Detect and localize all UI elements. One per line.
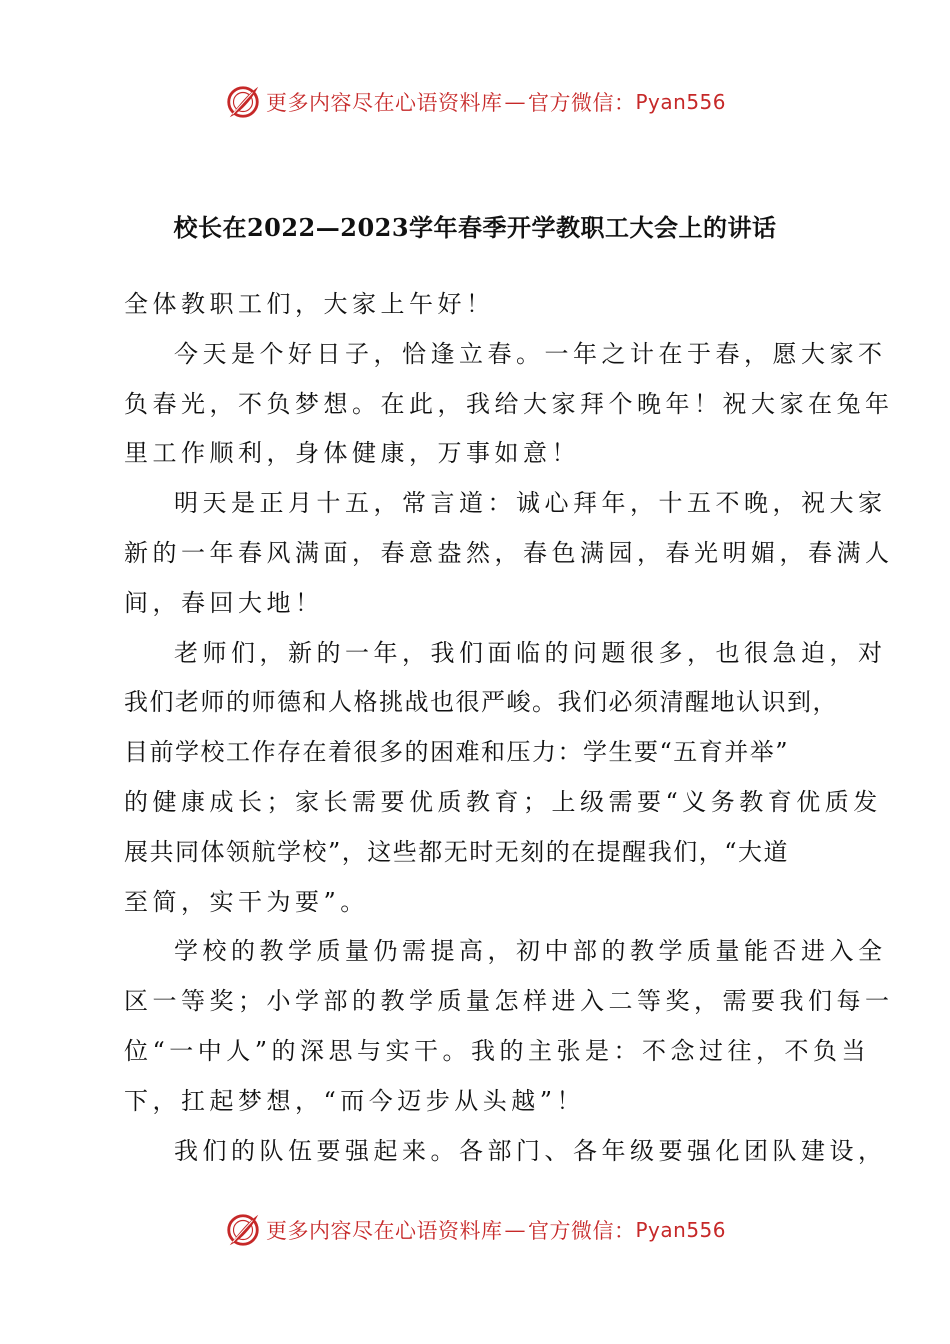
watermark-wechat-id: Pyan556 — [635, 90, 726, 114]
watermark-text: 更多内容尽在心语资料库 — [265, 1219, 503, 1243]
paragraph-line: 的健康成长；家长需要优质教育；上级需要“义务教育优质发 — [124, 787, 882, 816]
paragraph-line: 负春光，不负梦想。在此，我给大家拜个晚年！祝大家在兔年 — [124, 389, 894, 418]
paragraph-line: 间，春回大地！ — [124, 588, 324, 617]
paragraph-line: 目前学校工作存在着很多的困难和压力：学生要“五育并举” — [124, 738, 790, 767]
paragraph-line: 明天是正月十五，常言道：诚心拜年，十五不晚，祝大家 — [174, 489, 887, 518]
paragraph-line: 我们老师的师德和人格挑战也很严峻。我们必须清醒地认识到， — [124, 688, 838, 717]
document-body — [124, 280, 894, 1176]
watermark-label: 官方微信： — [527, 91, 636, 115]
watermark-wechat-id: Pyan556 — [635, 1218, 726, 1242]
watermark-separator: — — [504, 90, 526, 114]
watermark-header — [0, 82, 950, 122]
paragraph-line: 老师们，新的一年，我们面临的问题很多，也很急迫，对 — [174, 638, 887, 667]
paragraph-line: 展共同体领航学校”，这些都无时无刻的在提醒我们，“大道 — [124, 837, 790, 866]
paragraph-line: 里工作顺利，身体健康，万事如意！ — [124, 439, 580, 468]
watermark-separator: — — [504, 1218, 526, 1242]
paragraph-line: 区一等奖；小学部的教学质量怎样进入二等奖，需要我们每一 — [124, 987, 894, 1016]
quill-logo-icon — [224, 1211, 262, 1249]
paragraph-line: 学校的教学质量仍需提高，初中部的教学质量能否进入全 — [174, 937, 887, 966]
quill-logo-icon — [224, 83, 262, 121]
paragraph-line: 新的一年春风满面，春意盎然，春色满园，春光明媚，春满人 — [124, 538, 894, 567]
watermark-text: 更多内容尽在心语资料库 — [265, 91, 503, 115]
paragraph-line: 今天是个好日子，恰逢立春。一年之计在于春，愿大家不 — [174, 339, 887, 368]
paragraph-line: 位“一中人”的深思与实干。我的主张是：不念过往，不负当 — [124, 1036, 871, 1065]
watermark-footer — [0, 1210, 950, 1250]
greeting-line: 全体教职工们，大家上午好！ — [124, 290, 495, 318]
paragraph-line: 下，扛起梦想，“而今迈步从头越”！ — [124, 1086, 586, 1115]
paragraph-line: 至简，实干为要”。 — [124, 887, 369, 916]
paragraph-line: 我们的队伍要强起来。各部门、各年级要强化团队建设， — [174, 1136, 887, 1165]
watermark-label: 官方微信： — [527, 1219, 636, 1243]
document-title: 校长在2022—2023学年春季开学教职工大会上的讲话 — [173, 213, 777, 242]
